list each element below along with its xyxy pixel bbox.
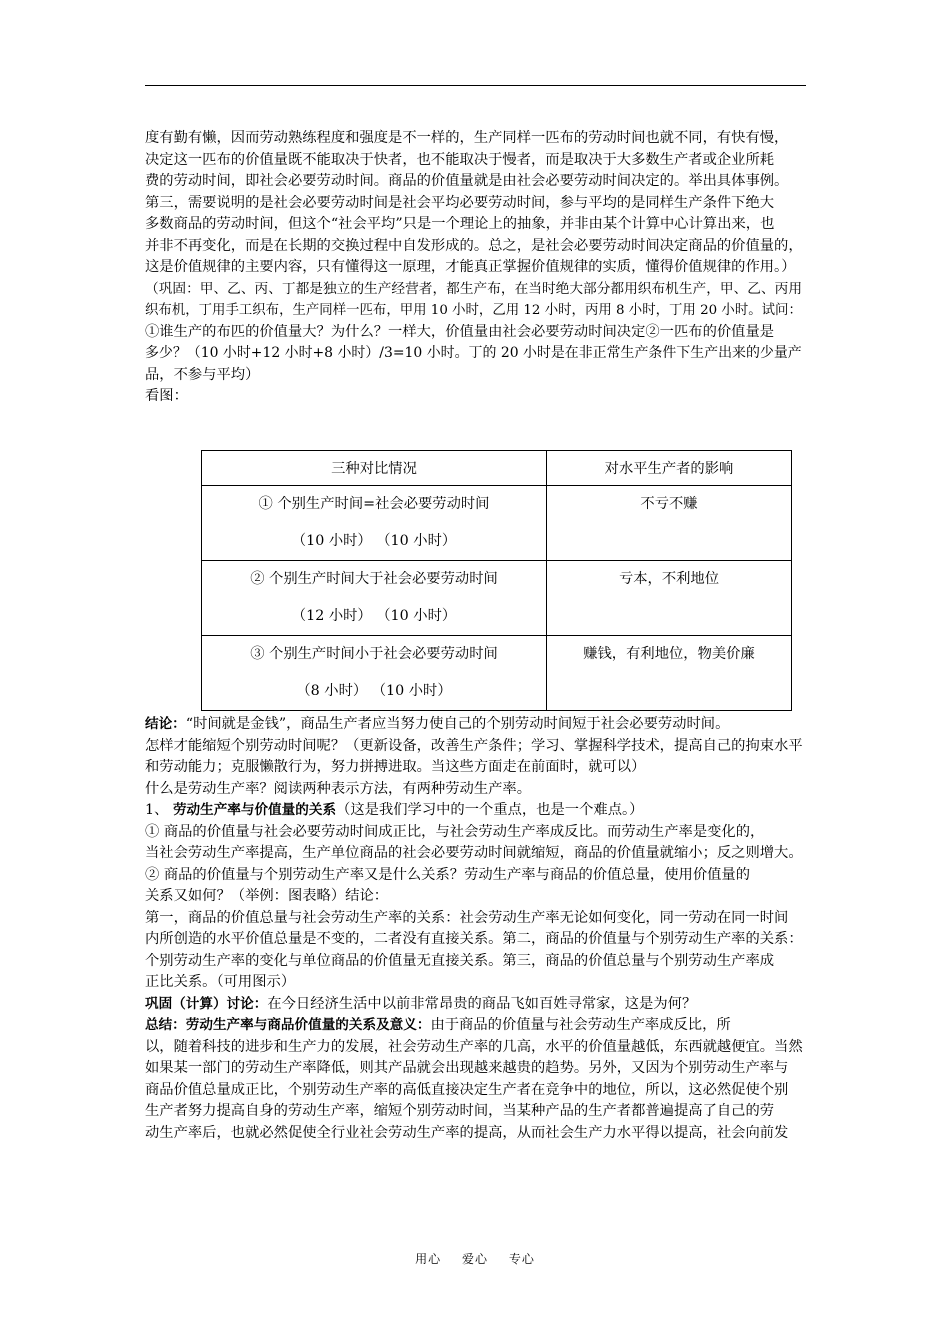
- case-times: （10 小时） （10 小时）: [291, 533, 457, 549]
- footer-word: 用心: [415, 1252, 442, 1266]
- text-line: 费的劳动时间，即社会必要劳动时间。商品的价值量就是由社会必要劳动时间决定的。举出具体事例。: [145, 173, 789, 189]
- case-text: ③ 个别生产时间小于社会必要劳动时间: [250, 646, 498, 662]
- effect-cell: [547, 636, 792, 711]
- case-cell: [202, 486, 547, 561]
- text-line: 生产者努力提高自身的劳动生产率，缩短个别劳动时间，当某种产品的生产者都普遍提高了自己的劳: [145, 1103, 775, 1119]
- text-line: 多少？（10 小时+12 小时+8 小时）/3=10 小时。丁的 20 小时是在非正常生产条件下生产出来的少量产: [145, 345, 802, 361]
- case-cell: [202, 561, 547, 636]
- text-line: 品，不参与平均）: [145, 366, 260, 383]
- text-line: 度有勤有懒，因而劳动熟练程度和强度是不一样的，生产同样一匹布的劳动时间也就不同，有快有慢，: [145, 130, 789, 146]
- header-rule: [145, 85, 806, 86]
- text-line: ① 商品的价值量与社会必要劳动时间成正比，与社会劳动生产率成反比。而劳动生产率是变化的，: [145, 823, 765, 840]
- text-line: 什么是劳动生产率？阅读两种表示方法，有两种劳动生产率。: [145, 780, 532, 797]
- text-line: 看图：: [145, 388, 188, 404]
- footer-word: 专心: [508, 1252, 535, 1266]
- case-times: （12 小时） （10 小时）: [291, 608, 457, 624]
- case-times: （8 小时） （10 小时）: [296, 683, 452, 699]
- text-line: 怎样才能缩短个别劳动时间呢？（更新设备，改善生产条件；学习、掌握科学技术，提高自己的拘束水平: [145, 737, 803, 754]
- conclusion-label: 结论：: [145, 716, 186, 732]
- text-line: 这是价值规律的主要内容，只有懂得这一原理，才能真正掌握价值规律的实质，懂得价值规律的作用。）: [145, 259, 796, 275]
- text-line: ①谁生产的布匹的价值量大？为什么？一样大，价值量由社会必要劳动时间决定②一匹布的价值量是: [145, 323, 775, 340]
- table-header-row: [202, 451, 792, 486]
- text-line: 个别劳动生产率的变化与单位商品的价值量无直接关系。第三，商品的价值总量与个别劳动生产率成: [145, 952, 775, 969]
- text-line: 和劳动能力；克服懒散行为，努力拼搏进取。当这些方面走在前面时，就可以）: [145, 759, 646, 775]
- table-row: [202, 636, 792, 711]
- table-row: [202, 486, 792, 561]
- text-line: 当社会劳动生产率提高，生产单位商品的社会必要劳动时间就缩短，商品的价值量就缩小；反之则增大。: [145, 845, 803, 861]
- consolidate-text: 在今日经济生活中以前非常昂贵的商品飞如百姓寻常家，这是为何？: [267, 995, 697, 1012]
- effect-text: 亏本，不利地位: [618, 571, 720, 587]
- effect-text: 赚钱，有利地位，物美价廉: [583, 646, 755, 662]
- case-text: ① 个别生产时间=社会必要劳动时间: [258, 496, 490, 512]
- text-line: （巩固：甲、乙、丙、丁都是独立的生产经营者，都生产布，在当时绝大部分都用织布机生产，甲、乙、丙用: [145, 280, 803, 297]
- text-line: 如果某一部门的劳动生产率降低，则其产品就会出现越来越贵的趋势。另外，又因为个别劳动生产率与: [145, 1060, 789, 1076]
- table-header-cell: 对水平生产者的影响: [547, 451, 792, 486]
- text-line: 商品价值总量成正比，个别劳动生产率的高低直接决定生产者在竞争中的地位，所以，这必然促使个别: [145, 1081, 789, 1098]
- text-line: ② 商品的价值量与个别劳动生产率又是什么关系？劳动生产率与商品的价值总量，使用价值量的: [145, 866, 751, 883]
- text-line: 多数商品的劳动时间，但这个“社会平均”只是一个理论上的抽象，并非由某个计算中心计算出来，也: [145, 216, 775, 232]
- conclusion-line: [145, 714, 806, 736]
- conclusion-text: “时间就是金钱”，商品生产者应当努力使自己的个别劳动时间短于社会必要劳动时间。: [185, 716, 730, 732]
- text-line: 动生产率后，也就必然促使全行业社会劳动生产率的提高，从而社会生产力水平得以提高，社会向前发: [145, 1124, 789, 1141]
- text-line: 第一，商品的价值总量与社会劳动生产率的关系：社会劳动生产率无论如何变化，同一劳动在同一时间: [145, 909, 789, 926]
- consolidate-label: 巩固（计算）讨论：: [145, 995, 268, 1012]
- consolidate-line: [145, 994, 806, 1016]
- section-title: 劳动生产率与价值量的关系: [172, 802, 337, 818]
- text-line: 关系又如何？（举例：图表略）结论：: [145, 888, 389, 904]
- section-number: 1、: [145, 802, 173, 818]
- page-footer: [0, 1250, 950, 1267]
- table-header-cell: 三种对比情况: [202, 451, 547, 486]
- footer-word: 爱心: [461, 1252, 488, 1266]
- effect-text: 不亏不赚: [640, 496, 698, 512]
- upper-body-text: [145, 128, 806, 408]
- comparison-table: [201, 450, 792, 711]
- text-line: 织布机，丁用手工织布，生产同样一匹布，甲用 10 小时，乙用 12 小时，丙用 8 小时，丁用 20 小时。试问：: [145, 303, 802, 318]
- case-text: ② 个别生产时间大于社会必要劳动时间: [250, 571, 498, 587]
- case-cell: [202, 636, 547, 711]
- table-row: [202, 561, 792, 636]
- text-line: 正比关系。（可用图示）: [145, 974, 296, 990]
- summary-line: [145, 1015, 806, 1037]
- section-heading: [145, 800, 806, 822]
- section-note: （这是我们学习中的一个重点，也是一个难点。）: [336, 802, 644, 818]
- effect-cell: [547, 486, 792, 561]
- lower-body-text: [145, 714, 806, 1144]
- text-line: 第三，需要说明的是社会必要劳动时间是社会平均必要劳动时间，参与平均的是同样生产条件下绝大: [145, 194, 775, 211]
- text-line: 以，随着科技的进步和生产力的发展，社会劳动生产率的几高，水平的价值量越低，东西就越便宜。当然: [145, 1038, 803, 1055]
- text-line: 内所创造的水平价值总量是不变的，二者没有直接关系。第二，商品的价值量与个别劳动生产率的关系：: [145, 931, 803, 947]
- text-line: 并非不再变化，而是在长期的交换过程中自发形成的。总之，是社会必要劳动时间决定商品的价值量的，: [145, 237, 803, 254]
- effect-cell: [547, 561, 792, 636]
- text-line: 决定这一匹布的价值量既不能取决于快者，也不能取决于慢者，而是取决于大多数生产者或企业所耗: [145, 151, 775, 168]
- summary-first: 由于商品的价值量与社会劳动生产率成反比，所: [430, 1017, 731, 1033]
- summary-label: 总结：劳动生产率与商品价值量的关系及意义：: [145, 1017, 431, 1033]
